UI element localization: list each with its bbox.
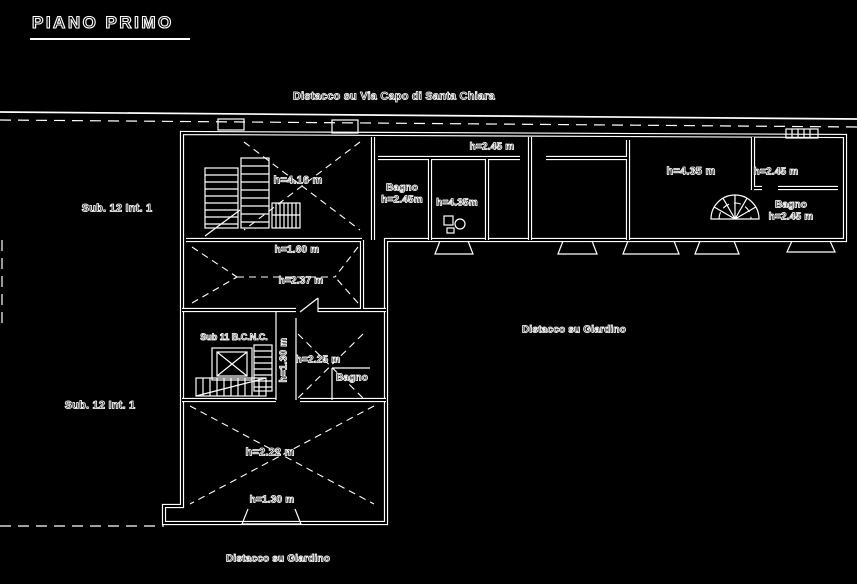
building-outline [164,133,845,523]
room-height-h435b-label: h=4.35 m [666,165,716,178]
room-height-h225-label: h=2.25 m [295,354,341,366]
lower-stairs-icon [196,345,272,396]
street-boundary-line [0,112,857,127]
elevator-icon [212,348,252,380]
unit-sub12-lower-label: Sub. 12 Int. 1 [64,399,136,412]
bathroom3-label: Bagno [335,372,369,384]
bathroom1-label [381,183,423,206]
room-height-h130-label: h=1.30 m [249,494,295,506]
bathroom1-height: h=2.45m [381,194,423,205]
unit-sub11-label: Sub 11 B.C.N.C. [200,331,268,342]
bathroom1-name: Bagno [385,182,419,194]
garden-boundary-right-label: Distacco su Giardino [521,324,627,336]
bathroom2-height: h=2.45 m [768,211,814,222]
vault-cross-room-225 [295,334,363,398]
bathroom2-label [769,200,814,223]
corridor-right-height-label: h=2.45 m [753,166,799,178]
corridor-height-vertical-label: h=1.30 m [278,337,290,383]
corridor-height-h245-label: h=2.45 m [469,141,515,153]
spiral-stair-icon [711,195,759,219]
unit-sub12-upper-label: Sub. 12 Int. 1 [81,202,153,215]
bathroom2-name: Bagno [774,199,808,211]
garden-boundary-bottom-label: Distacco su Giardino [225,553,331,565]
wc-fixtures-icon [444,216,465,233]
street-boundary-label: Distacco su Via Capo di Santa Chiara [292,90,496,103]
room-height-h435a-label: h=4.35m [436,197,478,209]
room-height-h416-label: h=4.16 m [273,174,323,187]
vault-cross-middle-room [192,247,358,312]
stairs-icon [205,158,300,236]
mezzanine-height-h160-label: h=1.60 m [274,244,320,256]
room-height-h222-label: h=2.22 m [245,446,295,459]
mezzanine-height-h237-label: h=2.37 m [278,275,324,287]
page-title: PIANO PRIMO [30,13,190,40]
garden-boundary-line [0,240,164,526]
